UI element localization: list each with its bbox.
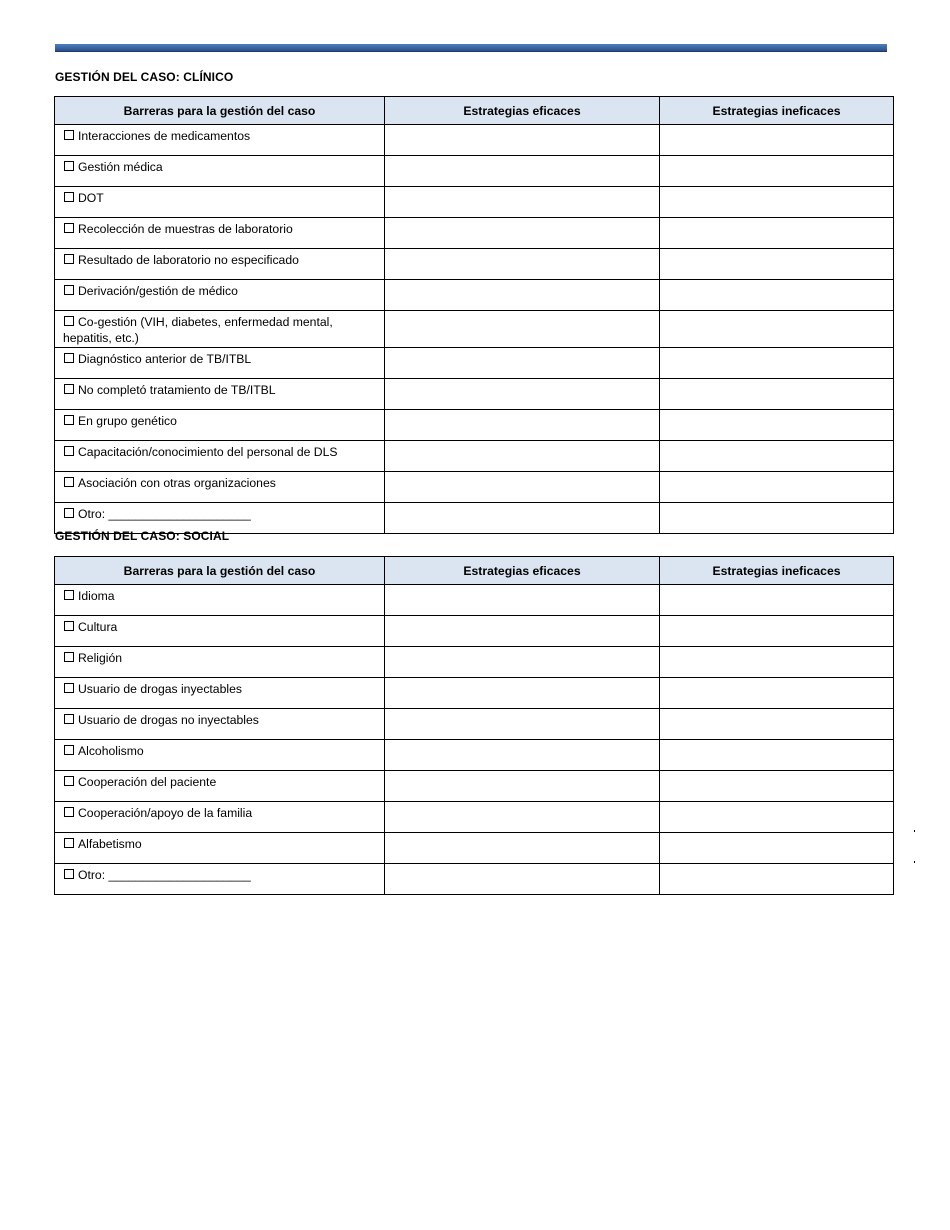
- barrier-cell: [55, 647, 385, 678]
- barrier-label: Usuario de drogas inyectables: [78, 682, 242, 696]
- table-row: [55, 678, 894, 709]
- barrier-label: Gestión médica: [78, 160, 163, 174]
- barrier-cell: [55, 585, 385, 616]
- checkbox[interactable]: [64, 384, 74, 394]
- ineffective-strategy-cell[interactable]: [660, 503, 894, 534]
- barrier-cell: [55, 218, 385, 249]
- effective-strategy-cell[interactable]: [385, 740, 660, 771]
- ineffective-strategy-cell[interactable]: [660, 187, 894, 218]
- ineffective-strategy-cell[interactable]: [660, 125, 894, 156]
- checkbox[interactable]: [64, 776, 74, 786]
- ineffective-strategy-cell[interactable]: [660, 218, 894, 249]
- ineffective-strategy-cell[interactable]: [660, 441, 894, 472]
- barrier-label: Asociación con otras organizaciones: [78, 476, 276, 490]
- ineffective-strategy-cell[interactable]: [660, 647, 894, 678]
- checkbox[interactable]: [64, 869, 74, 879]
- table-row: [55, 156, 894, 187]
- barrier-cell: [55, 156, 385, 187]
- effective-strategies-header: Estrategias eficaces: [385, 97, 660, 125]
- table-row: [55, 864, 894, 895]
- effective-strategy-cell[interactable]: [385, 802, 660, 833]
- table-row: [55, 379, 894, 410]
- barrier-label: Interacciones de medicamentos: [78, 129, 251, 143]
- ineffective-strategy-cell[interactable]: [660, 709, 894, 740]
- effective-strategy-cell[interactable]: [385, 833, 660, 864]
- ineffective-strategy-cell[interactable]: [660, 585, 894, 616]
- ineffective-strategy-cell[interactable]: [660, 678, 894, 709]
- checkbox[interactable]: [64, 807, 74, 817]
- table-row: [55, 218, 894, 249]
- clinical-section-title: GESTIÓN DEL CASO: CLÍNICO: [55, 70, 234, 84]
- effective-strategy-cell[interactable]: [385, 441, 660, 472]
- checkbox[interactable]: [64, 316, 74, 326]
- table-row: [55, 280, 894, 311]
- barrier-cell: [55, 441, 385, 472]
- barrier-cell: [55, 187, 385, 218]
- barrier-label: Idioma: [78, 589, 115, 603]
- barrier-cell: [55, 125, 385, 156]
- checkbox[interactable]: [64, 415, 74, 425]
- checkbox[interactable]: [64, 446, 74, 456]
- checkbox[interactable]: [64, 130, 74, 140]
- barriers-header: Barreras para la gestión del caso: [55, 557, 385, 585]
- barrier-cell: [55, 833, 385, 864]
- effective-strategy-cell[interactable]: [385, 709, 660, 740]
- table-row: [55, 771, 894, 802]
- ineffective-strategy-cell[interactable]: [660, 348, 894, 379]
- barrier-label: Co-gestión (VIH, diabetes, enfermedad mental, hepatitis, etc.): [63, 315, 333, 345]
- effective-strategy-cell[interactable]: [385, 249, 660, 280]
- barrier-cell: [55, 802, 385, 833]
- checkbox[interactable]: [64, 714, 74, 724]
- barrier-label: Recolección de muestras de laboratorio: [78, 222, 293, 236]
- effective-strategy-cell[interactable]: [385, 503, 660, 534]
- ineffective-strategies-header: Estrategias ineficaces: [660, 557, 894, 585]
- effective-strategy-cell[interactable]: [385, 348, 660, 379]
- effective-strategies-header: Estrategias eficaces: [385, 557, 660, 585]
- table-row: [55, 616, 894, 647]
- barrier-label: Cooperación/apoyo de la familia: [78, 806, 253, 820]
- barrier-cell: [55, 771, 385, 802]
- ineffective-strategy-cell[interactable]: [660, 249, 894, 280]
- barrier-cell: [55, 410, 385, 441]
- margin-mark: [914, 861, 915, 863]
- ineffective-strategy-cell[interactable]: [660, 833, 894, 864]
- ineffective-strategies-header: Estrategias ineficaces: [660, 97, 894, 125]
- table-row: [55, 125, 894, 156]
- ineffective-strategy-cell[interactable]: [660, 280, 894, 311]
- effective-strategy-cell[interactable]: [385, 280, 660, 311]
- barrier-label: Resultado de laboratorio no especificado: [78, 253, 299, 267]
- table-row: [55, 802, 894, 833]
- table-row: [55, 647, 894, 678]
- checkbox[interactable]: [64, 477, 74, 487]
- checkbox[interactable]: [64, 353, 74, 363]
- effective-strategy-cell[interactable]: [385, 218, 660, 249]
- table-row: [55, 585, 894, 616]
- effective-strategy-cell[interactable]: [385, 616, 660, 647]
- barrier-label: DOT: [78, 191, 104, 205]
- barrier-label: Alcoholismo: [78, 744, 144, 758]
- ineffective-strategy-cell[interactable]: [660, 616, 894, 647]
- barrier-label: Cooperación del paciente: [78, 775, 217, 789]
- effective-strategy-cell[interactable]: [385, 647, 660, 678]
- checkbox[interactable]: [64, 652, 74, 662]
- table-row: [55, 348, 894, 379]
- barrier-label: Usuario de drogas no inyectables: [78, 713, 259, 727]
- ineffective-strategy-cell[interactable]: [660, 771, 894, 802]
- barrier-label: En grupo genético: [78, 414, 177, 428]
- barrier-cell: [55, 740, 385, 771]
- barrier-cell: [55, 249, 385, 280]
- table-row: [55, 472, 894, 503]
- checkbox[interactable]: [64, 161, 74, 171]
- barrier-cell: [55, 348, 385, 379]
- checkbox[interactable]: [64, 621, 74, 631]
- effective-strategy-cell[interactable]: [385, 678, 660, 709]
- effective-strategy-cell[interactable]: [385, 311, 660, 348]
- table-row: [55, 410, 894, 441]
- table-row: [55, 709, 894, 740]
- table-header-row: [55, 557, 894, 585]
- barrier-label: Alfabetismo: [78, 837, 142, 851]
- margin-mark: [914, 830, 915, 832]
- barrier-cell: [55, 709, 385, 740]
- effective-strategy-cell[interactable]: [385, 410, 660, 441]
- table-row: [55, 249, 894, 280]
- ineffective-strategy-cell[interactable]: [660, 802, 894, 833]
- effective-strategy-cell[interactable]: [385, 156, 660, 187]
- barrier-cell: [55, 311, 385, 348]
- header-rule: [55, 44, 887, 52]
- barrier-label: Cultura: [78, 620, 118, 634]
- effective-strategy-cell[interactable]: [385, 771, 660, 802]
- ineffective-strategy-cell[interactable]: [660, 740, 894, 771]
- table-row: [55, 311, 894, 348]
- checkbox[interactable]: [64, 745, 74, 755]
- table-row: [55, 833, 894, 864]
- effective-strategy-cell[interactable]: [385, 125, 660, 156]
- table-row: [55, 740, 894, 771]
- barrier-cell: [55, 280, 385, 311]
- effective-strategy-cell[interactable]: [385, 864, 660, 895]
- checkbox[interactable]: [64, 285, 74, 295]
- effective-strategy-cell[interactable]: [385, 187, 660, 218]
- checkbox[interactable]: [64, 590, 74, 600]
- barrier-cell: [55, 616, 385, 647]
- ineffective-strategy-cell[interactable]: [660, 864, 894, 895]
- barrier-label: Derivación/gestión de médico: [78, 284, 238, 298]
- social-section-title: GESTIÓN DEL CASO: SOCIAL: [55, 529, 230, 543]
- social-table: [54, 556, 894, 895]
- checkbox[interactable]: [64, 838, 74, 848]
- barriers-header: Barreras para la gestión del caso: [55, 97, 385, 125]
- barrier-label: Capacitación/conocimiento del personal de DLS: [78, 445, 338, 459]
- barrier-label: Otro: _____________________: [78, 868, 251, 882]
- ineffective-strategy-cell[interactable]: [660, 472, 894, 503]
- checkbox[interactable]: [64, 223, 74, 233]
- barrier-cell: [55, 379, 385, 410]
- barrier-label: Religión: [78, 651, 123, 665]
- effective-strategy-cell[interactable]: [385, 379, 660, 410]
- checkbox[interactable]: [64, 254, 74, 264]
- table-header-row: [55, 97, 894, 125]
- barrier-label: Otro: _____________________: [78, 507, 251, 521]
- barrier-label: Diagnóstico anterior de TB/ITBL: [78, 352, 252, 366]
- barrier-cell: [55, 864, 385, 895]
- ineffective-strategy-cell[interactable]: [660, 156, 894, 187]
- clinical-table: [54, 96, 894, 534]
- checkbox[interactable]: [64, 192, 74, 202]
- ineffective-strategy-cell[interactable]: [660, 379, 894, 410]
- barrier-label: No completó tratamiento de TB/ITBL: [78, 383, 276, 397]
- ineffective-strategy-cell[interactable]: [660, 410, 894, 441]
- barrier-cell: [55, 472, 385, 503]
- table-row: [55, 187, 894, 218]
- checkbox[interactable]: [64, 683, 74, 693]
- checkbox[interactable]: [64, 508, 74, 518]
- barrier-cell: [55, 678, 385, 709]
- effective-strategy-cell[interactable]: [385, 585, 660, 616]
- effective-strategy-cell[interactable]: [385, 472, 660, 503]
- table-row: [55, 441, 894, 472]
- ineffective-strategy-cell[interactable]: [660, 311, 894, 348]
